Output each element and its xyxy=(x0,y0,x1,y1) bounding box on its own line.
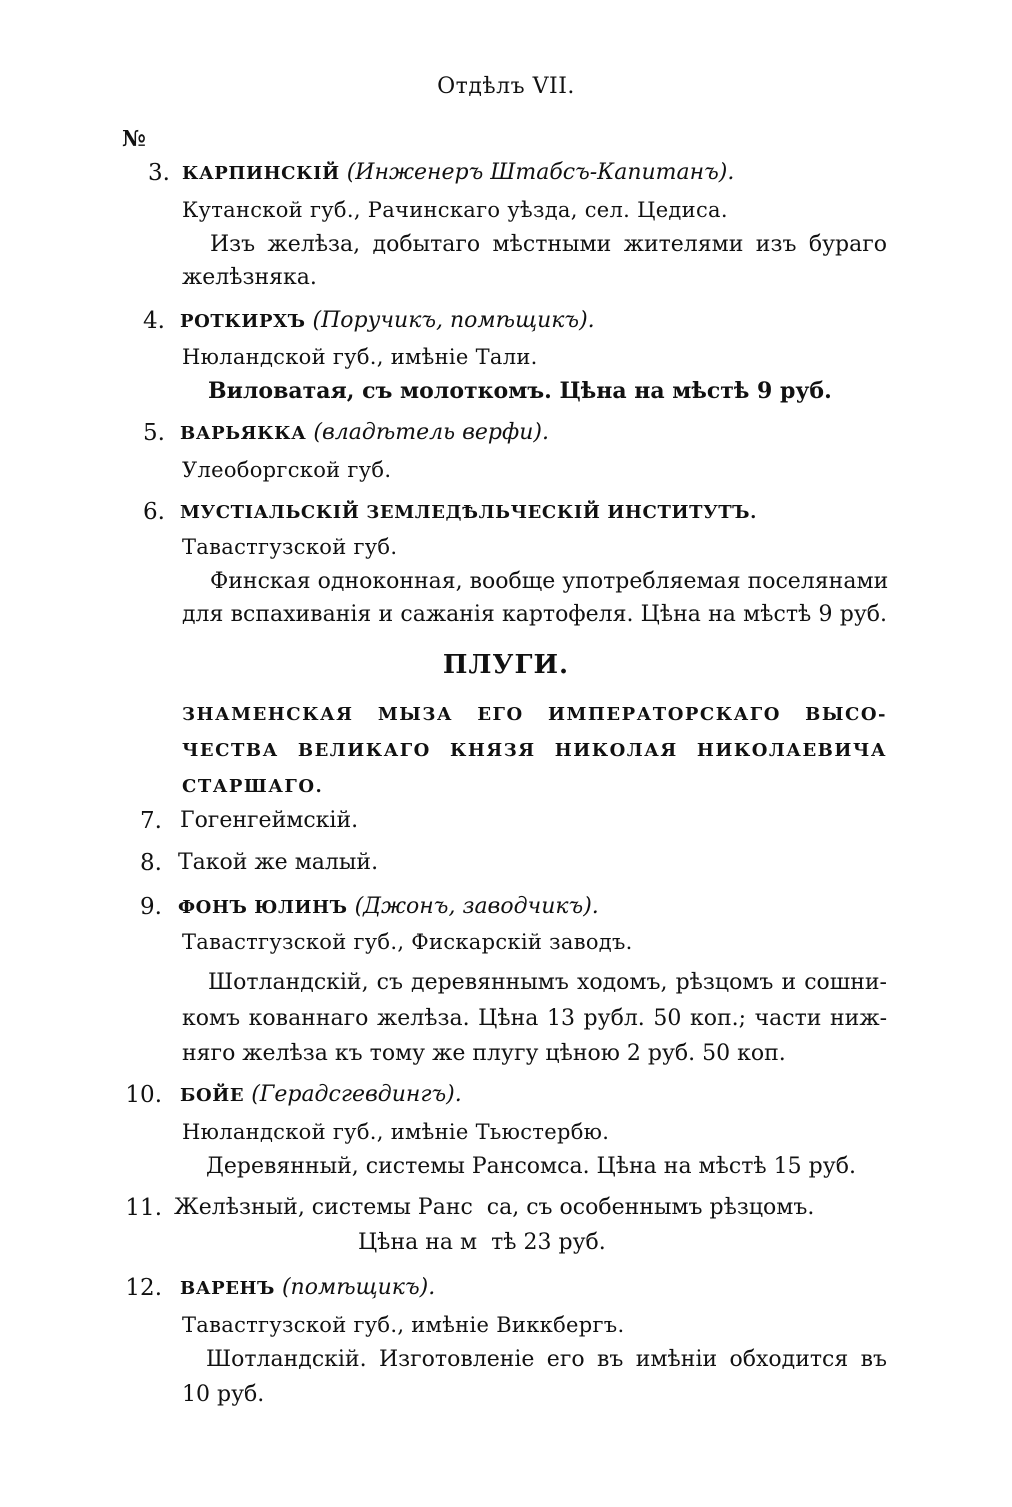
entry-description: комъ кованнаго желѣза. Цѣна 13 рубл. 50 коп.; части ниж- xyxy=(182,1006,887,1031)
entry-place: Тавастгузской губ., имѣніе Виккбергъ. xyxy=(182,1313,625,1337)
entry-description: 10 руб. xyxy=(182,1382,265,1407)
exhibitor-role: (владѣтель верфи). xyxy=(313,420,549,445)
entry-place: Нюландской губ., имѣніе Тьюстербю. xyxy=(182,1120,610,1144)
entry-number: 9. xyxy=(140,894,162,920)
item-text: Гогенгеймскій. xyxy=(180,808,359,833)
entry-number: 12. xyxy=(125,1275,162,1301)
number-sign: № xyxy=(122,126,146,152)
entry-heading xyxy=(180,1273,435,1304)
entry-description: желѣзняка. xyxy=(182,265,317,290)
entry-number: 4. xyxy=(143,308,165,334)
entry-place: Тавастгузской губ. xyxy=(182,535,398,559)
item-text: Такой же малый. xyxy=(178,850,379,875)
exhibitor-name: РОТКИРХЪ xyxy=(180,311,306,332)
entry-place: Кутанской губ., Рачинскаго уѣзда, сел. Цедиса. xyxy=(182,198,728,222)
exhibitor-role: (Джонъ, заводчикъ). xyxy=(354,894,599,919)
entry-number: 10. xyxy=(125,1082,162,1108)
owner-line: ЧЕСТВА ВЕЛИКАГО КНЯЗЯ НИКОЛАЯ НИКОЛАЕВИЧА xyxy=(182,740,887,761)
exhibitor-name: ВАРЕНЪ xyxy=(180,1278,275,1299)
entry-heading xyxy=(180,1080,462,1111)
exhibitor-role: (помѣщикъ). xyxy=(281,1275,436,1300)
owner-line: СТАРШАГО. xyxy=(182,776,324,797)
item-number: 7. xyxy=(140,808,162,834)
entry-description: Желѣзный, системы Ранс са, съ особеннымъ рѣзцомъ. xyxy=(174,1195,815,1220)
section-title: ПЛУГИ. xyxy=(442,650,570,680)
entry-description: Виловатая, съ молоткомъ. Цѣна на мѣстѣ 9 руб. xyxy=(208,378,832,404)
item-number: 8. xyxy=(140,850,162,876)
exhibitor-name: ФОНЪ ЮЛИНЪ xyxy=(178,897,348,918)
entry-heading xyxy=(180,497,757,528)
entry-description: Деревянный, системы Рансомса. Цѣна на мѣстѣ 15 руб. xyxy=(206,1154,856,1179)
exhibitor-role: (Инженеръ Штабсъ-Капитанъ). xyxy=(346,160,735,185)
entry-heading xyxy=(182,158,734,189)
entry-description: для вспахиванія и сажанія картофеля. Цѣна на мѣстѣ 9 руб. xyxy=(182,602,887,627)
exhibitor-role: (Поручикъ, помѣщикъ). xyxy=(312,308,595,333)
entry-number: 5. xyxy=(143,420,165,446)
exhibitor-name: ВАРЬЯККА xyxy=(180,423,307,444)
entry-description: Изъ желѣза, добытаго мѣстными жителями изъ бураго xyxy=(210,232,887,257)
entry-price: Цѣна на м тѣ 23 руб. xyxy=(358,1230,606,1255)
entry-place: Тавастгузской губ., Фискарскій заводъ. xyxy=(182,930,633,954)
entry-description: Финская одноконная, вообще употребляемая поселянами xyxy=(210,569,889,594)
entry-place: Улеоборгской губ. xyxy=(182,458,392,482)
exhibitor-role: (Герадсгевдингъ). xyxy=(251,1082,462,1107)
entry-number: 11. xyxy=(125,1195,162,1221)
entry-heading xyxy=(178,892,599,923)
entry-description: няго желѣза къ тому же плугу цѣною 2 руб. 50 коп. xyxy=(182,1041,786,1066)
entry-number: 6. xyxy=(143,499,165,525)
institution-name: МУСТІАЛЬСКІЙ ЗЕМЛЕДѢЛЬЧЕСКІЙ ИНСТИТУТЪ. xyxy=(180,502,757,523)
entry-number: 3. xyxy=(148,160,170,186)
entry-description: Шотландскій, съ деревяннымъ ходомъ, рѣзцомъ и сошни- xyxy=(208,970,887,995)
entry-heading xyxy=(180,306,595,337)
exhibitor-name: БОЙЕ xyxy=(180,1085,245,1106)
owner-line: ЗНАМЕНСКАЯ МЫЗА ЕГО ИМПЕРАТОРСКАГО ВЫСО- xyxy=(182,704,887,725)
entry-heading xyxy=(180,418,549,449)
exhibitor-name: КАРПИНСКІЙ xyxy=(182,163,340,184)
entry-description: Шотландскій. Изготовленіе его въ имѣніи обходится въ xyxy=(206,1347,887,1372)
page-header: Отдѣлъ VII. xyxy=(437,74,575,99)
entry-place: Нюландской губ., имѣніе Тали. xyxy=(182,345,538,369)
